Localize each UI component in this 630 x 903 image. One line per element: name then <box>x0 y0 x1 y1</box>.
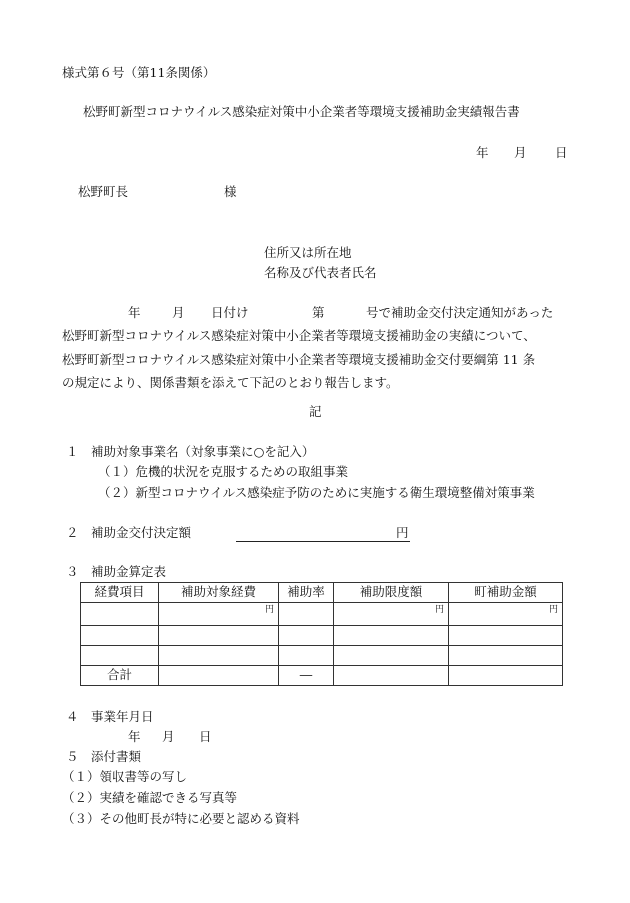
section1-item-2: （２）新型コロナウイルス感染症予防のために実施する衛生環境整備対策事業 <box>98 485 535 500</box>
body-line2: 松野町新型コロナウイルス感染症対策中小企業者等環境支援補助金の実績について、 <box>62 328 536 343</box>
table-cell[interactable] <box>159 626 279 646</box>
section4-number: ４ <box>66 709 79 724</box>
table-row <box>81 603 563 626</box>
section4-month: 月 <box>162 729 175 744</box>
addressee-honorific: 様 <box>224 184 237 199</box>
form-number: 様式第６号（第11条関係） <box>62 65 216 80</box>
body-line3: 松野町新型コロナウイルス感染症対策中小企業者等環境支援補助金交付要綱第 11 条 <box>62 351 536 367</box>
header-town-subsidy: 町補助金額 <box>449 583 563 603</box>
table-cell[interactable] <box>279 646 334 666</box>
body-line1-year: 年 <box>128 305 141 320</box>
body-line1-no-prefix: 第 <box>312 305 325 320</box>
table-total-row <box>81 666 563 686</box>
table-cell[interactable] <box>159 666 279 686</box>
date-month: 月 <box>514 145 527 160</box>
section5-label: 添付書類 <box>91 749 142 764</box>
section2-unit: 円 <box>396 525 409 540</box>
section5-item-1: （１）領収書等の写し <box>62 769 188 784</box>
table-cell[interactable] <box>449 626 563 646</box>
section3-number: ３ <box>66 564 79 579</box>
table-cell[interactable] <box>81 603 159 626</box>
header-eligible-cost: 補助対象経費 <box>159 583 279 603</box>
date-day: 日 <box>555 145 568 160</box>
table-cell[interactable] <box>334 666 449 686</box>
table-cell[interactable] <box>449 646 563 666</box>
document-title: 松野町新型コロナウイルス感染症対策中小企業者等環境支援補助金実績報告書 <box>83 104 520 119</box>
body-line1-rest: 号で補助金交付決定通知があった <box>366 305 554 320</box>
section5-number: ５ <box>66 749 79 764</box>
addressee-name: 松野町長 <box>78 184 129 199</box>
section5-item-2: （２）実績を確認できる写真等 <box>62 790 238 805</box>
total-rate-dash: ― <box>279 666 334 686</box>
applicant-address-label: 住所又は所在地 <box>264 245 352 260</box>
body-line1-month: 月 <box>172 305 185 320</box>
table-cell[interactable] <box>449 666 563 686</box>
section4-day: 日 <box>199 729 212 744</box>
header-expense-item: 経費項目 <box>81 583 159 603</box>
body-paragraph <box>62 330 536 401</box>
section1-item-1: （１）危機的状況を克服するための取組事業 <box>98 464 349 479</box>
table-cell[interactable] <box>279 603 334 626</box>
table-cell[interactable] <box>159 646 279 666</box>
section5-item-3: （３）その他町長が特に必要と認める資料 <box>62 811 300 826</box>
date-year: 年 <box>476 145 489 160</box>
section4-label: 事業年月日 <box>91 709 154 724</box>
table-row <box>81 626 563 646</box>
section2-label: 補助金交付決定額 <box>91 525 192 540</box>
header-subsidy-limit: 補助限度額 <box>334 583 449 603</box>
body-line1-day: 日付け <box>211 305 249 320</box>
table-cell[interactable] <box>279 626 334 646</box>
table-row <box>81 646 563 666</box>
header-subsidy-rate: 補助率 <box>279 583 334 603</box>
ki-heading: 記 <box>309 404 322 419</box>
calculation-table <box>80 582 563 686</box>
section3-label: 補助金算定表 <box>91 564 167 579</box>
total-label: 合計 <box>81 666 159 686</box>
section4-year: 年 <box>128 729 141 744</box>
amount-field[interactable] <box>236 527 410 542</box>
table-cell-yen[interactable]: 円 <box>159 603 279 626</box>
table-cell-yen[interactable]: 円 <box>449 603 563 626</box>
table-cell-yen[interactable]: 円 <box>334 603 449 626</box>
applicant-name-label: 名称及び代表者氏名 <box>264 265 377 280</box>
table-cell[interactable] <box>81 646 159 666</box>
section2-number: ２ <box>66 525 79 540</box>
body-line4: の規定により、関係書類を添えて下記のとおり報告します。 <box>62 375 399 390</box>
table-header-row <box>81 583 563 603</box>
section1-label: 補助対象事業名（対象事業に○を記入） <box>91 444 315 459</box>
table-cell[interactable] <box>334 626 449 646</box>
section1-number: １ <box>66 444 79 459</box>
table-cell[interactable] <box>81 626 159 646</box>
table-cell[interactable] <box>334 646 449 666</box>
